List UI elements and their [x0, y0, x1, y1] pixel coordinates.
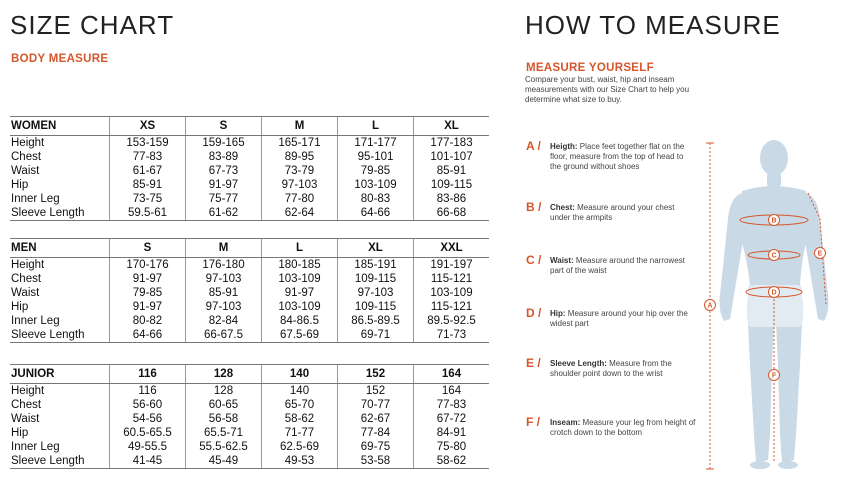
figure-left-foot — [750, 461, 770, 469]
size-cell: 91-97 — [186, 178, 262, 192]
size-cell: 60.5-65.5 — [110, 426, 186, 440]
table-row — [10, 178, 489, 192]
size-cell: 109-115 — [338, 300, 414, 314]
figure-marker-c — [769, 250, 780, 261]
size-cell: 45-49 — [186, 454, 262, 469]
step-letter: F / — [526, 415, 540, 429]
size-cell: 56-60 — [110, 398, 186, 412]
size-cell: 140 — [262, 384, 338, 399]
size-cell: 69-75 — [338, 440, 414, 454]
size-cell: 80-83 — [338, 192, 414, 206]
size-header: M — [262, 117, 338, 136]
measure-step — [526, 139, 696, 172]
size-cell: 85-91 — [414, 164, 490, 178]
size-cell: 153-159 — [110, 136, 186, 151]
row-label: Inner Leg — [11, 441, 60, 453]
step-text — [550, 359, 696, 379]
size-table-women — [10, 116, 489, 221]
size-cell: 84-86.5 — [262, 314, 338, 328]
how-to-measure-title: HOW TO MEASURE — [525, 10, 781, 40]
table-row — [10, 300, 489, 314]
figure-marker-b — [769, 215, 780, 226]
marker-letter: B — [771, 217, 777, 225]
row-label: Height — [11, 385, 45, 397]
size-cell: 165-171 — [262, 136, 338, 151]
size-cell: 61-62 — [186, 206, 262, 221]
measure-step — [526, 415, 696, 438]
row-label: Hip — [11, 179, 29, 191]
step-heading: Waist: — [550, 256, 574, 265]
size-header: 128 — [186, 365, 262, 384]
row-label: Waist — [11, 287, 40, 299]
size-cell: 97-103 — [186, 272, 262, 286]
size-header: 116 — [110, 365, 186, 384]
step-letter: E / — [526, 356, 541, 370]
size-cell: 55.5-62.5 — [186, 440, 262, 454]
step-heading: Inseam: — [550, 418, 581, 427]
size-cell: 77-84 — [338, 426, 414, 440]
table-group-label: MEN — [10, 239, 110, 258]
step-text — [550, 203, 696, 223]
figure-marker-f — [769, 370, 780, 381]
size-cell: 115-121 — [414, 272, 490, 286]
size-cell: 61-67 — [110, 164, 186, 178]
table-group-label: WOMEN — [10, 117, 110, 136]
measure-yourself-subtitle: MEASURE YOURSELF — [526, 62, 654, 74]
size-cell: 85-91 — [110, 178, 186, 192]
step-description: Measure around the narrowest part of the waist — [550, 256, 685, 275]
size-cell: 64-66 — [110, 328, 186, 343]
size-header: L — [338, 117, 414, 136]
table-row — [10, 258, 489, 273]
size-cell: 176-180 — [186, 258, 262, 273]
size-header: S — [110, 239, 186, 258]
size-cell: 101-107 — [414, 150, 490, 164]
size-header: 140 — [262, 365, 338, 384]
size-cell: 71-73 — [414, 328, 490, 343]
table-row — [10, 440, 489, 454]
figure-marker-d — [769, 287, 780, 298]
step-letter: B / — [526, 200, 542, 214]
size-cell: 62-64 — [262, 206, 338, 221]
table-row — [10, 150, 489, 164]
size-cell: 65-70 — [262, 398, 338, 412]
marker-letter: C — [771, 252, 777, 260]
table-row — [10, 412, 489, 426]
size-cell: 73-75 — [110, 192, 186, 206]
table-row — [10, 314, 489, 328]
row-label: Sleeve Length — [10, 328, 110, 343]
marker-letter: F — [771, 372, 777, 380]
size-table-junior — [10, 364, 489, 469]
size-cell: 79-85 — [338, 164, 414, 178]
size-cell: 89-95 — [262, 150, 338, 164]
size-cell: 69-71 — [338, 328, 414, 343]
step-heading: Sleeve Length: — [550, 359, 607, 368]
size-cell: 152 — [338, 384, 414, 399]
marker-letter: E — [817, 250, 823, 258]
step-description: Measure from the shoulder point down to the wrist — [550, 359, 672, 378]
row-label: Height — [11, 259, 45, 271]
step-description: Measure your leg from height of crotch down to the bottom — [550, 418, 696, 437]
step-text — [550, 142, 696, 172]
body-figure — [690, 135, 840, 480]
table-row — [10, 164, 489, 178]
size-table-men — [10, 238, 489, 343]
table-row — [10, 384, 489, 399]
size-cell: 75-80 — [414, 440, 490, 454]
table-row — [10, 272, 489, 286]
size-cell: 73-79 — [262, 164, 338, 178]
size-header: M — [186, 239, 262, 258]
row-label: Inner Leg — [11, 193, 60, 205]
table-row — [10, 454, 489, 469]
size-cell: 70-77 — [338, 398, 414, 412]
step-text — [550, 256, 696, 276]
size-cell: 128 — [186, 384, 262, 399]
row-label: Chest — [11, 273, 42, 285]
figure-left-arm — [720, 193, 745, 321]
size-cell: 65.5-71 — [186, 426, 262, 440]
size-cell: 64-66 — [338, 206, 414, 221]
size-cell: 66-68 — [414, 206, 490, 221]
measure-step — [526, 253, 696, 276]
size-header: XS — [110, 117, 186, 136]
step-description: Measure around your hip over the widest part — [550, 309, 688, 328]
table-row — [10, 426, 489, 440]
size-cell: 97-103 — [262, 178, 338, 192]
step-heading: Chest: — [550, 203, 575, 212]
row-label: Inner Leg — [11, 315, 60, 327]
size-cell: 67-72 — [414, 412, 490, 426]
size-cell: 67.5-69 — [262, 328, 338, 343]
size-cell: 103-109 — [262, 300, 338, 314]
figure-neck — [767, 173, 781, 187]
size-cell: 54-56 — [110, 412, 186, 426]
size-header: 152 — [338, 365, 414, 384]
size-header: XL — [414, 117, 490, 136]
size-cell: 103-109 — [414, 286, 490, 300]
size-cell: 49-53 — [262, 454, 338, 469]
size-cell: 95-101 — [338, 150, 414, 164]
size-cell: 59.5-61 — [110, 206, 186, 221]
size-header: L — [262, 239, 338, 258]
measure-step — [526, 200, 696, 223]
size-cell: 116 — [110, 384, 186, 399]
size-cell: 109-115 — [414, 178, 490, 192]
size-cell: 91-97 — [110, 272, 186, 286]
size-cell: 84-91 — [414, 426, 490, 440]
row-label: Chest — [11, 151, 42, 163]
size-cell: 56-58 — [186, 412, 262, 426]
step-heading: Heigth: — [550, 142, 578, 151]
measure-step — [526, 356, 696, 379]
size-cell: 109-115 — [338, 272, 414, 286]
step-text — [550, 309, 696, 329]
figure-marker-e — [815, 248, 826, 259]
size-cell: 71-77 — [262, 426, 338, 440]
size-cell: 62.5-69 — [262, 440, 338, 454]
size-cell: 97-103 — [186, 300, 262, 314]
size-cell: 115-121 — [414, 300, 490, 314]
size-cell: 85-91 — [186, 286, 262, 300]
row-label: Chest — [11, 399, 42, 411]
size-cell: 171-177 — [338, 136, 414, 151]
size-cell: 164 — [414, 384, 490, 399]
step-text — [550, 418, 696, 438]
size-cell: 180-185 — [262, 258, 338, 273]
table-row — [10, 192, 489, 206]
size-cell: 82-84 — [186, 314, 262, 328]
size-cell: 41-45 — [110, 454, 186, 469]
size-cell: 77-83 — [414, 398, 490, 412]
row-label: Sleeve Length — [10, 454, 110, 469]
size-cell: 103-109 — [262, 272, 338, 286]
size-header: XL — [338, 239, 414, 258]
size-cell: 77-80 — [262, 192, 338, 206]
table-row — [10, 328, 489, 343]
size-cell: 53-58 — [338, 454, 414, 469]
size-chart-title: SIZE CHART — [10, 10, 175, 40]
size-cell: 77-83 — [110, 150, 186, 164]
size-cell: 159-165 — [186, 136, 262, 151]
table-row — [10, 398, 489, 412]
row-label: Height — [11, 137, 45, 149]
row-label: Hip — [11, 427, 29, 439]
step-heading: Hip: — [550, 309, 566, 318]
size-header: S — [186, 117, 262, 136]
size-cell: 79-85 — [110, 286, 186, 300]
figure-right-foot — [778, 461, 798, 469]
step-description: Measure around your chest under the armpits — [550, 203, 675, 222]
size-cell: 49-55.5 — [110, 440, 186, 454]
size-cell: 58-62 — [414, 454, 490, 469]
table-row — [10, 206, 489, 221]
size-cell: 60-65 — [186, 398, 262, 412]
size-cell: 86.5-89.5 — [338, 314, 414, 328]
figure-head — [760, 140, 788, 176]
table-row — [10, 136, 489, 151]
size-cell: 62-67 — [338, 412, 414, 426]
size-cell: 97-103 — [338, 286, 414, 300]
size-cell: 89.5-92.5 — [414, 314, 490, 328]
step-letter: C / — [526, 253, 542, 267]
row-label: Waist — [11, 413, 40, 425]
size-cell: 83-89 — [186, 150, 262, 164]
size-cell: 80-82 — [110, 314, 186, 328]
size-cell: 58-62 — [262, 412, 338, 426]
size-cell: 83-86 — [414, 192, 490, 206]
size-cell: 91-97 — [110, 300, 186, 314]
table-group-label: JUNIOR — [10, 365, 110, 384]
step-letter: D / — [526, 306, 542, 320]
measure-description: Compare your bust, waist, hip and inseam measurements with our Size Chart to help you determine what size to buy. — [525, 75, 690, 104]
size-cell: 103-109 — [338, 178, 414, 192]
size-cell: 91-97 — [262, 286, 338, 300]
size-cell: 177-183 — [414, 136, 490, 151]
row-label: Sleeve Length — [10, 206, 110, 221]
body-measure-subtitle: BODY MEASURE — [11, 53, 109, 65]
size-header: XXL — [414, 239, 490, 258]
size-cell: 67-73 — [186, 164, 262, 178]
step-letter: A / — [526, 139, 541, 153]
size-cell: 185-191 — [338, 258, 414, 273]
figure-marker-a — [705, 300, 716, 311]
size-header: 164 — [414, 365, 490, 384]
size-cell: 191-197 — [414, 258, 490, 273]
row-label: Hip — [11, 301, 29, 313]
marker-letter: D — [771, 289, 777, 297]
size-cell: 170-176 — [110, 258, 186, 273]
size-cell: 75-77 — [186, 192, 262, 206]
row-label: Waist — [11, 165, 40, 177]
size-cell: 66-67.5 — [186, 328, 262, 343]
step-description: Place feet together flat on the floor, measure from the top of head to the ground without shoes — [550, 142, 685, 171]
figure-left-leg — [748, 323, 774, 463]
measure-step — [526, 306, 696, 329]
table-row — [10, 286, 489, 300]
marker-letter: A — [707, 302, 713, 310]
figure-right-leg — [776, 323, 802, 463]
figure-torso — [738, 186, 810, 285]
